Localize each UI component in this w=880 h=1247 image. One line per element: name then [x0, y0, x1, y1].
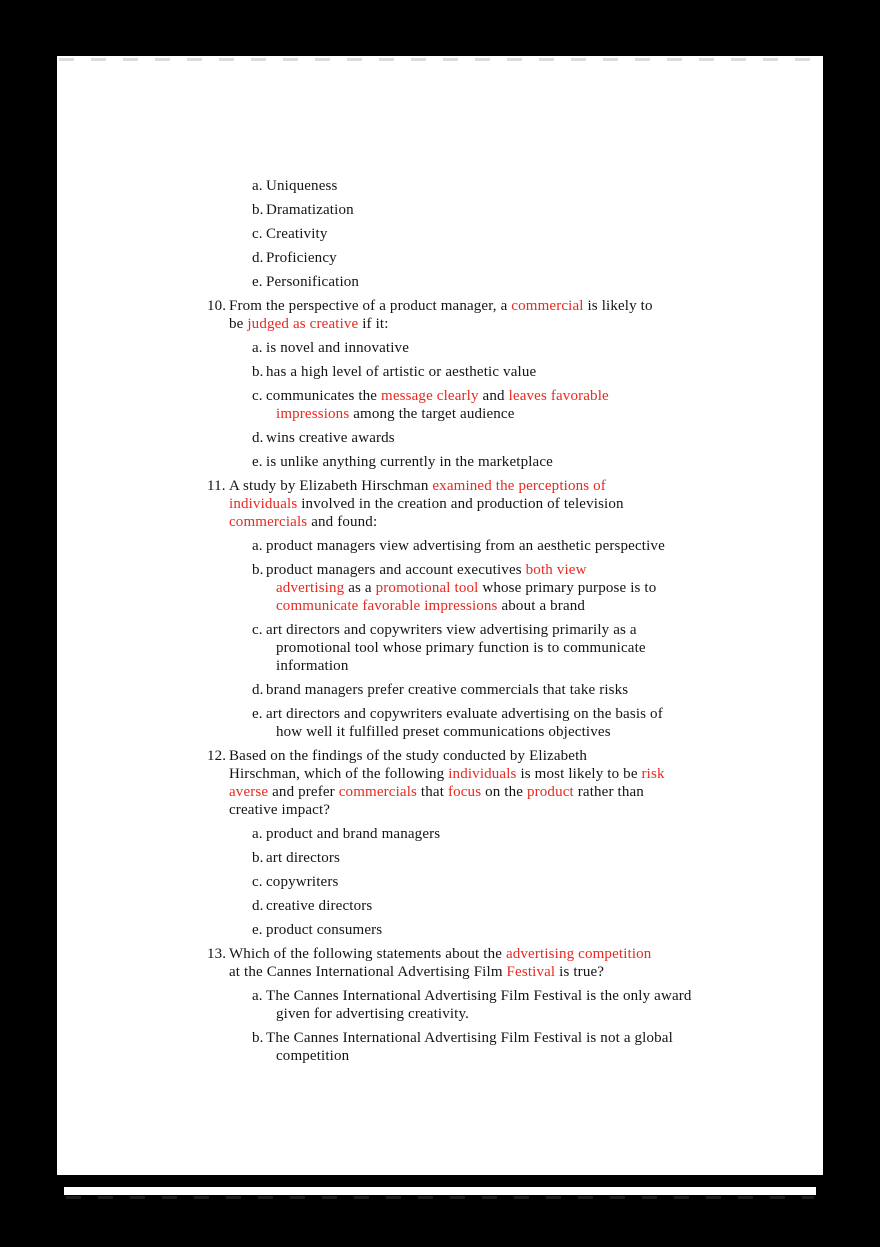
item-text [266, 177, 823, 195]
text-line [266, 621, 823, 639]
text-segment: is true? [555, 964, 605, 980]
text-line [266, 657, 823, 675]
text-segment: if it: [358, 316, 389, 332]
question-10 [207, 297, 823, 333]
text-segment: involved in the creation and production of television [297, 496, 624, 512]
highlighted-text-segment: individuals [229, 496, 298, 512]
highlighted-text-segment: commercials [338, 784, 418, 800]
option-letter: b. [252, 562, 264, 578]
text-line [266, 405, 823, 423]
option-letter: e. [252, 454, 263, 470]
text-segment: product managers view advertising from an aesthetic perspective [266, 538, 665, 554]
item-text [266, 681, 823, 699]
option-b [252, 561, 823, 615]
highlighted-text-segment: judged as creative [247, 316, 359, 332]
item-text [266, 429, 823, 447]
text-line [229, 801, 823, 819]
option-letter: e. [252, 706, 263, 722]
text-segment: given for advertising creativity. [276, 1006, 470, 1022]
item-text [266, 705, 823, 741]
text-segment: Which of the following statements about the [229, 946, 506, 962]
text-line [266, 363, 823, 381]
text-segment: be [229, 316, 248, 332]
text-segment: that [417, 784, 448, 800]
text-line [266, 921, 823, 939]
highlighted-text-segment: examined the perceptions of [432, 478, 606, 494]
item-text [266, 621, 823, 675]
option-letter: b. [252, 850, 264, 866]
option-d [252, 897, 823, 915]
question-12 [207, 747, 823, 819]
item-text [266, 825, 823, 843]
option-e [252, 921, 823, 939]
item-text [266, 273, 823, 291]
text-segment: has a high level of artistic or aesthetic value [266, 364, 537, 380]
option-a [252, 177, 823, 195]
text-segment: A study by Elizabeth Hirschman [229, 478, 433, 494]
question-11 [207, 477, 823, 531]
text-segment: product managers and account executives [266, 562, 526, 578]
item-text [266, 201, 823, 219]
text-segment: Uniqueness [266, 178, 338, 194]
option-letter: b. [252, 202, 264, 218]
option-letter: b. [252, 364, 264, 380]
option-b [252, 1029, 823, 1065]
text-line [229, 747, 823, 765]
item-text [229, 297, 823, 333]
option-c [252, 621, 823, 675]
item-text [266, 897, 823, 915]
option-letter: c. [252, 874, 263, 890]
text-segment: about a brand [497, 598, 586, 614]
text-segment: Hirschman, which of the following [229, 766, 449, 782]
option-letter: c. [252, 622, 263, 638]
text-line [229, 513, 823, 531]
text-line [266, 897, 823, 915]
text-segment: The Cannes International Advertising Film Festival is not a global [266, 1030, 673, 1046]
item-text [266, 849, 823, 867]
item-text [266, 453, 823, 471]
text-line [266, 639, 823, 657]
option-letter: a. [252, 988, 263, 1004]
text-segment: promotional tool whose primary function is to communicate [276, 640, 646, 656]
text-segment: and [478, 388, 509, 404]
highlighted-text-segment: impressions [276, 406, 350, 422]
option-c [252, 225, 823, 243]
option-b [252, 849, 823, 867]
highlighted-text-segment: message clearly [381, 388, 479, 404]
text-line [229, 495, 823, 513]
item-text [229, 747, 823, 819]
text-line [229, 765, 823, 783]
document-content [57, 177, 823, 1071]
text-segment: copywriters [266, 874, 339, 890]
question-number: 13. [207, 946, 227, 962]
item-text [229, 477, 823, 531]
option-letter: a. [252, 340, 263, 356]
question-number: 10. [207, 298, 227, 314]
option-e [252, 453, 823, 471]
text-segment: how well it fulfilled preset communications objectives [276, 724, 611, 740]
text-line [266, 723, 823, 741]
text-line [266, 561, 823, 579]
highlighted-text-segment: leaves favorable [508, 388, 609, 404]
option-letter: a. [252, 538, 263, 554]
item-text [266, 249, 823, 267]
text-line [266, 825, 823, 843]
item-text [266, 363, 823, 381]
option-c [252, 873, 823, 891]
text-line [266, 201, 823, 219]
highlighted-text-segment: communicate favorable impressions [276, 598, 498, 614]
option-a [252, 537, 823, 555]
item-text [266, 387, 823, 423]
text-line [266, 177, 823, 195]
highlighted-text-segment: focus [447, 784, 482, 800]
text-segment: art directors [266, 850, 340, 866]
text-segment: product consumers [266, 922, 383, 938]
text-segment: Dramatization [266, 202, 354, 218]
highlighted-text-segment: advertising [276, 580, 345, 596]
text-line [266, 705, 823, 723]
text-segment: creative directors [266, 898, 373, 914]
option-letter: a. [252, 826, 263, 842]
highlighted-text-segment: risk [641, 766, 665, 782]
option-d [252, 681, 823, 699]
item-text [266, 873, 823, 891]
text-segment: art directors and copywriters evaluate advertising on the basis of [266, 706, 663, 722]
text-line [266, 1047, 823, 1065]
item-text [266, 225, 823, 243]
text-segment: Creativity [266, 226, 328, 242]
text-segment: on the [481, 784, 527, 800]
text-segment: at the Cannes International Advertising Film [229, 964, 507, 980]
text-segment: Personification [266, 274, 360, 290]
highlighted-text-segment: averse [229, 784, 269, 800]
option-letter: d. [252, 898, 264, 914]
text-line [266, 249, 823, 267]
text-line [229, 963, 823, 981]
option-b [252, 363, 823, 381]
question-number: 12. [207, 748, 227, 764]
text-line [229, 783, 823, 801]
option-letter: a. [252, 178, 263, 194]
text-line [266, 849, 823, 867]
option-letter: d. [252, 430, 264, 446]
option-c [252, 387, 823, 423]
highlighted-text-segment: product [526, 784, 574, 800]
text-segment: is novel and innovative [266, 340, 410, 356]
text-segment: is unlike anything currently in the marketplace [266, 454, 553, 470]
item-text [266, 561, 823, 615]
item-text [266, 339, 823, 357]
text-segment: From the perspective of a product manager, a [229, 298, 512, 314]
text-segment: is likely to [583, 298, 653, 314]
highlighted-text-segment: commercial [511, 298, 584, 314]
text-line [266, 681, 823, 699]
text-line [266, 387, 823, 405]
next-page-edge-dashes [66, 1196, 814, 1199]
text-segment: competition [276, 1048, 350, 1064]
text-line [229, 477, 823, 495]
option-letter: d. [252, 250, 264, 266]
text-line [266, 1029, 823, 1047]
text-line [266, 873, 823, 891]
text-line [266, 987, 823, 1005]
item-text [266, 1029, 823, 1065]
text-line [266, 1005, 823, 1023]
option-d [252, 249, 823, 267]
item-text [266, 921, 823, 939]
text-segment: among the target audience [349, 406, 515, 422]
highlighted-text-segment: commercials [229, 514, 308, 530]
option-letter: e. [252, 274, 263, 290]
text-segment: creative impact? [229, 802, 331, 818]
page-top-edge-dashes [59, 58, 821, 61]
option-letter: d. [252, 682, 264, 698]
option-b [252, 201, 823, 219]
text-line [229, 315, 823, 333]
highlighted-text-segment: advertising competition [505, 946, 652, 962]
highlighted-text-segment: promotional tool [375, 580, 479, 596]
option-e [252, 705, 823, 741]
text-line [266, 225, 823, 243]
text-segment: as a [344, 580, 376, 596]
option-e [252, 273, 823, 291]
item-text [229, 945, 823, 981]
text-segment: art directors and copywriters view advertising primarily as a [266, 622, 637, 638]
text-line [266, 339, 823, 357]
option-a [252, 987, 823, 1023]
item-text [266, 537, 823, 555]
text-segment: communicates the [266, 388, 382, 404]
highlighted-text-segment: individuals [448, 766, 517, 782]
text-segment: Based on the findings of the study conducted by Elizabeth [229, 748, 588, 764]
question-number: 11. [207, 478, 226, 494]
option-d [252, 429, 823, 447]
highlighted-text-segment: both view [525, 562, 587, 578]
text-line [266, 453, 823, 471]
text-segment: and prefer [268, 784, 339, 800]
text-segment: rather than [573, 784, 644, 800]
option-a [252, 825, 823, 843]
text-segment: and found: [307, 514, 378, 530]
text-segment: wins creative awards [266, 430, 395, 446]
text-line [229, 945, 823, 963]
option-letter: c. [252, 388, 263, 404]
text-line [266, 579, 823, 597]
text-segment: is most likely to be [516, 766, 642, 782]
item-text [266, 987, 823, 1023]
text-segment: Proficiency [266, 250, 337, 266]
text-line [266, 597, 823, 615]
option-letter: b. [252, 1030, 264, 1046]
next-page-top-edge [64, 1187, 816, 1195]
text-line [266, 429, 823, 447]
text-segment: The Cannes International Advertising Film Festival is the only award [266, 988, 692, 1004]
question-13 [207, 945, 823, 981]
document-page [57, 56, 823, 1175]
text-line [266, 273, 823, 291]
highlighted-text-segment: Festival [506, 964, 556, 980]
text-segment: brand managers prefer creative commercials that take risks [266, 682, 629, 698]
option-a [252, 339, 823, 357]
text-segment: product and brand managers [266, 826, 441, 842]
text-segment: information [276, 658, 349, 674]
option-letter: c. [252, 226, 263, 242]
text-segment: whose primary purpose is to [478, 580, 657, 596]
option-letter: e. [252, 922, 263, 938]
text-line [229, 297, 823, 315]
text-line [266, 537, 823, 555]
